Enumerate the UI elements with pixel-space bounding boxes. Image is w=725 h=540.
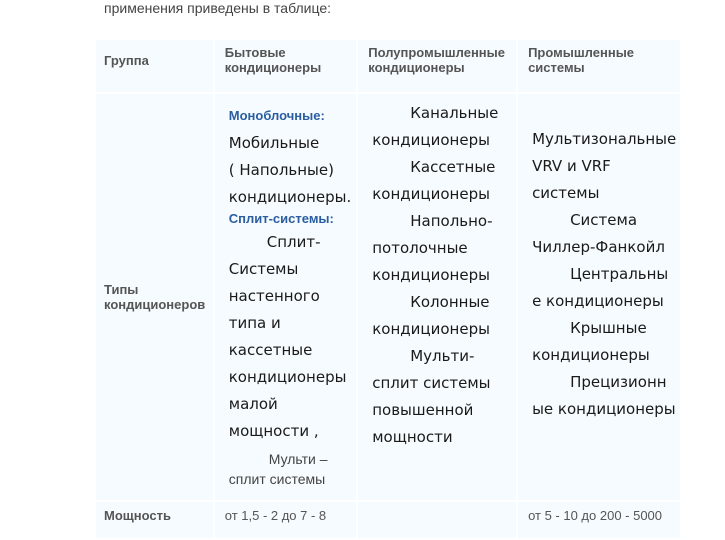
text-line: Кассетные [410,158,496,176]
header-household: Бытовые кондиционеры [215,40,356,92]
text-line: мощности , [228,422,319,440]
air-conditioner-table [94,38,682,540]
text-line: ( Напольные) [228,161,334,179]
text-line: Крышные [570,319,647,337]
cell-industrial-power: от 5 - 10 до 200 - 5000 [518,502,680,538]
text-line: сплит системы [372,374,491,392]
monoblock-title: Моноблочные: [228,108,325,123]
text-line: кондиционеры [372,131,490,149]
text-line: малой [228,395,278,413]
text-line: Сплит- [266,233,321,251]
text-line: Прецизионн [570,373,667,391]
cell-semi-industrial-power [358,502,516,538]
text-line: VRV и VRF [532,157,611,175]
cell-semi-industrial-types [358,94,516,500]
text-line: Чиллер-Фанкойл [532,238,665,256]
text-line: повышенной [372,401,474,419]
text-line: кондиционеры [372,185,490,203]
text-line: Напольно- [410,212,493,230]
text-line: Система [570,211,638,229]
table-header-row [96,40,680,92]
text-line: Канальные [410,104,499,122]
text-line: кондиционеры [372,266,490,284]
split-systems-title: Сплит-системы: [228,211,334,226]
text-line: Системы [228,260,299,278]
cell-household-power: от 1,5 - 2 до 7 - 8 [215,502,356,538]
text-line: Мульти – [268,451,328,467]
text-line: Центральны [570,265,669,283]
text-line: кассетные [228,341,313,359]
header-group: Группа [96,40,213,92]
header-semi-industrial: Полупромышленные кондиционеры [358,40,516,92]
text-line: мощности [372,428,453,446]
row-label-power: Мощность [96,502,213,538]
intro-text: применения приведены в таблице: [104,0,332,16]
text-line: е кондиционеры [532,292,664,310]
text-line: Мультизональные [532,130,677,148]
text-line: системы [532,184,600,202]
text-line: типа и [228,314,281,332]
text-line: кондиционеры [228,368,347,386]
text-line: Колонные [410,293,490,311]
text-line: сплит системы [228,471,326,487]
text-line: кондиционеры [372,320,490,338]
cell-household-types [215,94,356,500]
cell-industrial-types [518,94,680,500]
text-line: потолочные [372,239,468,257]
text-line: настенного [228,287,320,305]
header-industrial: Промышленные системы [518,40,680,92]
text-line: кондиционеры [532,346,650,364]
text-line: ые кондиционеры [532,400,676,418]
row-label-types: Типы кондиционеров [96,94,213,500]
text-line: Мобильные [228,134,320,152]
text-line: Мульти- [410,347,475,365]
text-line: кондиционеры. [228,188,352,206]
table-row-power [96,502,680,538]
table-row-types [96,94,680,500]
